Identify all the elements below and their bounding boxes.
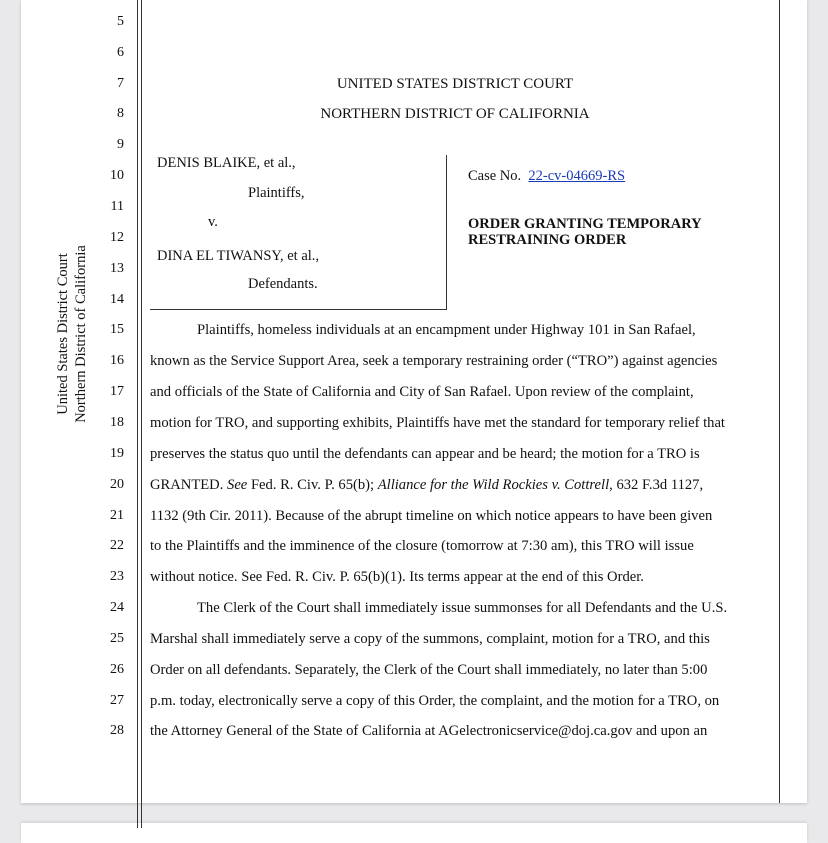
line-number: 23	[110, 569, 124, 584]
line-number: 11	[110, 199, 124, 214]
body-line-18: motion for TRO, and supporting exhibits, Plaintiffs have met the standard for temporary relief that	[150, 415, 725, 431]
next-document-page	[21, 823, 807, 843]
body-line-20-see: See	[227, 477, 248, 493]
left-margin-line-inner	[141, 0, 142, 828]
line-number: 8	[117, 106, 124, 121]
body-line-16: known as the Service Support Area, seek a temporary restraining order (“TRO”) against agencies	[150, 353, 718, 369]
body-line-15: Plaintiffs, homeless individuals at an encampment under Highway 101 in San Rafael,	[197, 322, 696, 338]
line-number: 15	[110, 322, 124, 337]
line-number: 10	[110, 168, 124, 183]
line-number: 16	[110, 353, 124, 368]
line-number: 13	[110, 261, 124, 276]
line-number: 5	[117, 14, 124, 29]
line-number: 19	[110, 446, 124, 461]
body-line-26: Order on all defendants. Separately, the Clerk of the Court shall immediately, no later than 5:00	[150, 662, 708, 678]
line-number: 12	[110, 230, 124, 245]
case-number-link[interactable]: 22-cv-04669-RS	[528, 168, 626, 184]
line-number: 17	[110, 384, 124, 399]
sidebar-district-name: Northern District of California	[73, 245, 89, 423]
line-number: 27	[110, 693, 124, 708]
sidebar-court-name: United States District Court	[55, 253, 71, 415]
district-name: NORTHERN DISTRICT OF CALIFORNIA	[320, 106, 590, 122]
order-title-line-2: RESTRAINING ORDER	[468, 232, 627, 248]
order-title-line-1: ORDER GRANTING TEMPORARY	[468, 216, 702, 232]
body-line-27: p.m. today, electronically serve a copy of this Order, the complaint, and the motion for a TRO, on	[150, 693, 720, 709]
right-margin-line	[779, 0, 780, 803]
case-number-line	[468, 167, 625, 185]
line-number: 6	[117, 45, 124, 60]
defendant-role: Defendants.	[248, 276, 318, 292]
body-line-19: preserves the status quo until the defendants can appear and be heard; the motion for a TRO is	[150, 446, 700, 462]
plaintiff-role: Plaintiffs,	[248, 185, 305, 201]
body-line-22: to the Plaintiffs and the imminence of the closure (tomorrow at 7:30 am), this TRO will issue	[150, 538, 694, 554]
defendant-name: DINA EL TIWANSY, et al.,	[157, 248, 320, 264]
body-line-25: Marshal shall immediately serve a copy of the summons, complaint, motion for a TRO, and this	[150, 631, 710, 647]
caption-divider-vertical	[446, 155, 447, 309]
body-line-20-granted: GRANTED.	[150, 477, 228, 493]
line-number: 28	[110, 723, 124, 738]
line-number: 22	[110, 538, 124, 553]
body-line-20-rule: Fed. R. Civ. P. 65(b);	[247, 477, 378, 493]
line-number: 26	[110, 662, 124, 677]
line-number: 18	[110, 415, 124, 430]
line-number: 7	[117, 76, 124, 91]
line-number: 24	[110, 600, 124, 615]
plaintiff-name: DENIS BLAIKE, et al.,	[157, 155, 296, 171]
body-line-21: 1132 (9th Cir. 2011). Because of the abrupt timeline on which notice appears to have been given	[150, 508, 713, 524]
body-line-20	[150, 476, 762, 494]
line-number: 21	[110, 508, 124, 523]
body-line-20-case-name: Alliance for the Wild Rockies v. Cottrell	[377, 477, 610, 493]
versus: v.	[208, 214, 218, 230]
body-line-17: and officials of the State of California and City of San Rafael. Upon review of the complaint,	[150, 384, 694, 400]
court-name: UNITED STATES DISTRICT COURT	[336, 76, 574, 92]
line-number: 20	[110, 477, 124, 492]
body-line-23: without notice. See Fed. R. Civ. P. 65(b)(1). Its terms appear at the end of this Order.	[150, 569, 644, 585]
line-number: 9	[117, 137, 124, 152]
line-number: 14	[110, 292, 124, 307]
left-margin-line	[137, 0, 138, 828]
line-number: 25	[110, 631, 124, 646]
case-number-label: Case No.	[468, 168, 522, 184]
caption-divider-horizontal	[150, 309, 447, 310]
body-line-28: the Attorney General of the State of California at AGelectronicservice@doj.ca.gov and upon an	[150, 723, 708, 739]
body-line-24: The Clerk of the Court shall immediately issue summonses for all Defendants and the U.S.	[197, 600, 728, 616]
body-line-20-citation: , 632 F.3d 1127,	[609, 477, 704, 493]
